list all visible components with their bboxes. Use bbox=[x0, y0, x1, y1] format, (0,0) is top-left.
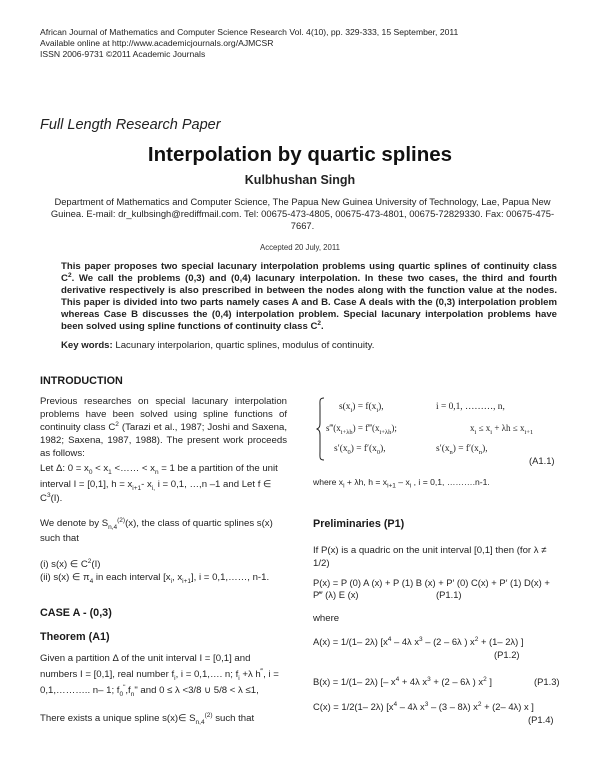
partition-line-1: Let Δ: $0 = x_0 < x_1$ <…… < $x_n = 1$ be a partition of the unit bbox=[40, 463, 278, 476]
equation-tag-p1-2: (P1.2) bbox=[494, 649, 520, 660]
availability-line: Available online at http://www.academicjournals.org/AJMCSR bbox=[40, 38, 274, 48]
denote-line-2: such that bbox=[40, 533, 79, 544]
equation-tag-p1-4: (P1.4) bbox=[528, 714, 554, 725]
theorem-exists-line: There exists a unique spline s(x)∈ $S_{n,4}^{(2)}$ such that bbox=[40, 711, 255, 726]
issn-line: ISSN 2006-9731 ©2011 Academic Journals bbox=[40, 49, 206, 59]
condition-1: (i) s(x) ∈ $C^2(I)$ bbox=[40, 557, 101, 570]
where-line-1: where $x_i + \lambda h$, $h = x_{i+1} - x_i$ , i = 0,1, ……….n-1. bbox=[313, 477, 490, 490]
section-heading-introduction: INTRODUCTION bbox=[40, 375, 123, 387]
equation-tag-p1-1: (P1.1) bbox=[436, 589, 462, 600]
affiliation: Department of Mathematics and Computer Science, The Papua New Guinea University of Technology, Lae, Papua New Guinea. E-mail: dr_kulbsingh@rediffmail.com. Tel: 00675-473-4805, 00675-473-4801, 00675-72829330. Fax: 00675-475-7667. bbox=[50, 196, 555, 231]
system-condition-1: i = 0,1, ………, n, bbox=[436, 402, 505, 412]
system-equation-2: $s‴(x_{i+\lambda h})$ = $f‴(x_{i+\lambda h})$; bbox=[326, 423, 397, 436]
system-condition-2: $x_i \le x_i + \lambda h \le x_{i+1}$ bbox=[470, 423, 534, 436]
section-heading-preliminaries: Preliminaries (P1) bbox=[313, 518, 405, 530]
equation-p1-1-line-2: P‴ (λ) E (x) bbox=[313, 589, 359, 600]
equation-c-of-x: C(x) = 1/2(1– 2λ) [$x^4 - 4\lambda$ $x^3 - (3 - 8\lambda) x^2 + (2-$ 4λ) x ] bbox=[313, 700, 534, 712]
theorem-given-line-2: numbers I = [0,1], real number $f_i$, i = 0,1,…. n; $f_i +\lambda$ h‴, i = bbox=[40, 667, 279, 682]
keywords-label: Key words: bbox=[61, 340, 113, 351]
section-heading-case-a: CASE A - (0,3) bbox=[40, 607, 112, 619]
journal-citation: African Journal of Mathematics and Computer Science Research Vol. 4(10), pp. 329-333, 15 September, 2011 bbox=[40, 27, 459, 37]
equation-b-of-x: B(x) = 1/(1– 2λ) [– $x^4 + 4\lambda$ $x^3 + (2 - 6\lambda$ ) $x^2$ ] bbox=[313, 675, 492, 687]
where-label: where bbox=[313, 613, 340, 624]
equation-a-of-x: A(x) = 1/(1– 2λ) [$x^4 - 4\lambda$ $x^3 - (2 - 6\lambda$ ) $x^2 + (1-$ 2λ) ] bbox=[313, 635, 524, 647]
system-equation-1: $s(x_i) = f(x_i)$, bbox=[339, 402, 384, 414]
condition-2: (ii) s(x) ∈ $\pi_4$ in each interval [$x_i$, $x_{i+1}$], i = 0,1,……, n-1. bbox=[40, 572, 270, 585]
theorem-given-line-3: 0,1,……….. n– 1; $f_0^ʺ,f_nʺ$ and 0 ≤ λ <3/8 ∪ 5/8 < λ ≤1, bbox=[40, 683, 259, 698]
paper-type: Full Length Research Paper bbox=[40, 117, 221, 133]
keywords bbox=[61, 340, 374, 351]
theorem-a1-heading: Theorem (A1) bbox=[40, 631, 110, 643]
keywords-text: Lacunary interpolarion, quartic splines, modulus of continuity. bbox=[115, 340, 375, 351]
system-equation-3: $s'(x_0) = f'(x_0)$, bbox=[334, 444, 386, 456]
system-equation-3b: $s'(x_n) = f'(x_n)$, bbox=[436, 444, 488, 456]
accepted-date: Accepted 20 July, 2011 bbox=[260, 243, 340, 252]
equation-tag-a1-1: (A1.1) bbox=[529, 455, 555, 466]
equation-tag-p1-3: (P1.3) bbox=[534, 676, 560, 687]
system-brace bbox=[316, 397, 326, 461]
intro-paragraph: Previous researches on special lacunary interpolation problems have been solved using spline functions of continuity class $C^2$ (Tarazi et al., 1987; Joshi and Saxena, 1982; Saxena, 1987, 1988). The present work proceeds as follows: bbox=[40, 396, 288, 459]
theorem-given-line-1: Given a partition Δ of the unit interval I = [0,1] and bbox=[40, 653, 251, 664]
author-name: Kulbhushan Singh bbox=[244, 173, 356, 187]
equation-p1-1-line-1: P(x) = P (0) A (x) + P (1) B (x) + P′ (0) C(x) + P′ (1) D(x) + bbox=[313, 577, 550, 588]
page-title: Interpolation by quartic splines bbox=[147, 143, 453, 166]
abstract: This paper proposes two special lacunary interpolation problems using quartic splines of continuity class $C^2$. We call the problems (0,3) and (0,4) lacunary interpolation. In these two cases, the third and fourth derivative respectively is also prescribed in between the nodes along with the function value at the nodes. This paper is divided into two parts namely cases A and B. Case A deals with the (0,3) interpolation problem whereas Case B discusses the (0,4) interpolation problem. Special lacunary interpolation problems have been solved using spline functions of continuity class $C^2$. bbox=[61, 261, 557, 332]
partition-line-2: interval I = [0,1], $h = x_{i+1}-$ $x_{i,}$ i = 0,1, …,n –1 and Let f ∈ bbox=[40, 479, 272, 492]
prelim-line-2: 1/2) bbox=[313, 558, 330, 569]
prelim-line-1: If P(x) is a quadric on the unit interval [0,1] then (for λ ≠ bbox=[313, 545, 547, 556]
partition-line-3: $C^3(I)$. bbox=[40, 491, 63, 504]
denote-line-1: We denote by $S_{n,4}^{(2)}(x)$, the class of quartic splines s(x) bbox=[40, 516, 273, 531]
